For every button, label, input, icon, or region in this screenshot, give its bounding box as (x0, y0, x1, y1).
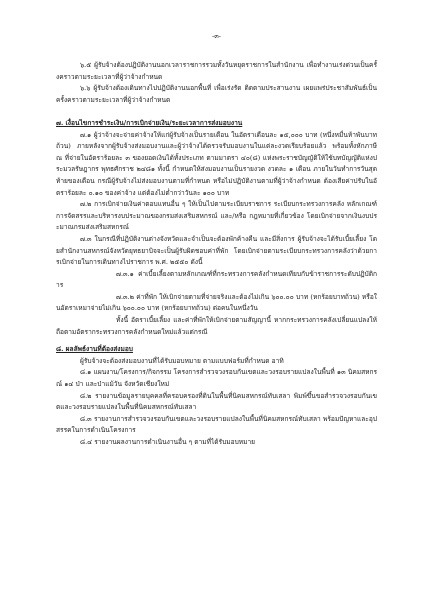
spacer (56, 106, 377, 118)
clause-7-3: ๗.๓ ในกรณีที่ปฏิบัติงานต่างจังหวัดและจำเป็นจะต้องพักค้างคืน และมีสิ่งการ ผู้รับจ้างจะได้รับเบี้ยเลี้ยง โดยสำนักงานสหกรณ์จังหวัดยุทธยาบิจจะเป็นผู้รับผิดชอบค่าที่พัก โดยเบิกจ่ายตามระเบียบกระทรวงการคลังว่าด้วยการเบิกจ่ายในการเดินทางไปราชการ พ.ศ. ๒๕๕๐ ดังนี้ (56, 234, 377, 267)
clause-8-4: ๘.๔ รายงานผลงานการดำเนินงานอื่น ๆ ตามที่ได้รับมอบหมาย (80, 438, 256, 446)
clause-7-1: ๗.๑ ผู้ว่าจ้างจะจ่ายค่าจ้างให้แก่ผู้รับจ้างเป็นรายเดือน ในอัตราเดือนละ ๑๕,๐๐๐ บาท (หนึ่งหมื่นห้าพันบาทถ้วน) ภายหลังจากผู้รับจ้างส่งมอบงานและผู้ว่าจ้างได้ตรวจรับมอบงานในแต่ละงวดเรียบร้อยแล้ว พร้อมทั้งหักภาษี ณ ที่จ่ายในอัตราร้อยละ ๓ ของยอดเงินได้ทั้งประเภท ตามมาตรา ๔๐(๘) แห่งพระราชบัญญัติให้ใช้บทบัญญัติแห่งประมวลรัษฎากร พุทธศักราช ๒๔๘๑ ทั้งนี้ กำหนดให้ส่งมอบงานเป็นรายงวด งวดละ ๑ เดือน ภายในวันทำการวันสุดท้ายของเดือน กรณีผู้รับจ้างไม่ส่งมอบงานตามที่กำหนด หรือไม่ปฏิบัติงานตามที่ผู้ว่าจ้างกำหนด ต้องเสียค่าปรับในอัตราร้อยละ ๐.๑๐ ของค่าจ้าง แต่ต้องไม่ต่ำกว่าวันละ ๑๐๐ บาท (56, 130, 377, 197)
section-8-heading: ๘. ผลลัพธ์งานที่ต้องส่งมอบ (56, 345, 133, 354)
clause-6-6: ๖.๖ ผู้รับจ้างต้องเดินทางไปปฏิบัติงานนอกพื้นที่ เพื่อเร่งรัด ติดตามประสานงาน เผยแพร่ประชาสัมพันธ์เป็นครั้งคราวตามระยะเวลาที่ผู้ว่าจ้างกำหนด (56, 84, 377, 104)
clause-8-1: ๘.๑ แผนงาน/โครงการ/กิจกรรม โครงการสำรวจวงรอบกันเขตและวงรอบรายแปลงในพื้นที่ ๑๓ นิคมสหกรณ์ ๑๔ ป่า และป่าแม้วัน จังหวัดเชียงใหม่ (56, 368, 377, 389)
clause-7-2: ๗.๒ การเบิกจ่ายเงินค่าตอบแทนอื่น ๆ ให้เป็นไปตามระเบียบราชการ ระเบียบกระทรวงการคลัง หลักเกณฑ์การจัดสรรและบริหารงบประมาณของกรมส่งเสริมสหกรณ์ และ/หรือ กฎหมายที่เกี่ยวข้อง โดยเบิกจ่ายจากเงินงบประมาณกรมส่งเสริมสหกรณ์ (56, 200, 377, 232)
clause-7-note: ทั้งนี้ อัตราเบี้ยเลี้ยง และค่าที่พักให้เบิกจ่ายตามสัญญานี้ หากกระทรวงการคลังเปลี่ยนแปลงให้ถือตามอัตรากระทรวงการคลังกำหนดใหม่แล้วแต่กรณี (56, 316, 377, 336)
clause-8-2: ๘.๒ รายงานข้อมูลรายบุคคลที่ครอบครองที่ดินในพื้นที่นิคมสหกรณ์ทับเสลา พิมพ์ขึ้นขอสำรวจวงรอบกันเขตและวงรอบรายแปลงในพื้นที่นิคมสหกรณ์ทับเสลา (56, 391, 377, 412)
clause-7-3-2: ๗.๓.๒ ค่าที่พัก ให้เบิกจ่ายตามที่จ่ายจริงและต้องไม่เกิน ๖๐๐.๐๐ บาท (หกร้อยบาทถ้วน) หรือในอัตราเหมาจ่ายไม่เกิน ๖๐๐.๐๐ บาท (หกร้อยบาทถ้วน) ต่อคนในหนึ่งวัน (56, 292, 377, 313)
page-number: -๓- (212, 32, 221, 40)
clause-8-3: ๘.๓ รายงานการสำรวจวงรอบกันเขตและวงรอบรายแปลงในพื้นที่นิคมสหกรณ์ทับเสลา พร้อมปัญหาและอุปสรรคในการดำเนินโครงการ (56, 414, 377, 435)
clause-6-5: ๖.๕ ผู้รับจ้างต้องปฏิบัติงานนอกเวลาราชการรวมทั้งวันหยุดราชการในสำนักงาน เพื่อทำงานเร่งด่วนเป็นครั้งคราวตามระยะเวลาที่ผู้ว่าจ้างกำหนด (56, 61, 377, 81)
clause-7-3-1: ๗.๓.๑ ค่าเบี้ยเลี้ยงตามหลักเกณฑ์ที่กระทรวงการคลังกำหนดเทียบกับข้าราชการระดับปฏิบัติการ (56, 269, 377, 290)
section-7-heading: ๗. เงื่อนไขการชำระเงิน/การเบิกจ่ายเงิน/ระยะเวลาการส่งมอบงาน (56, 118, 243, 127)
section-8-intro: ผู้รับจ้างจะต้องส่งมอบงานที่ได้รับมอบหมาย ตามแบบฟอร์มที่กำหนด อาทิ (80, 356, 284, 365)
